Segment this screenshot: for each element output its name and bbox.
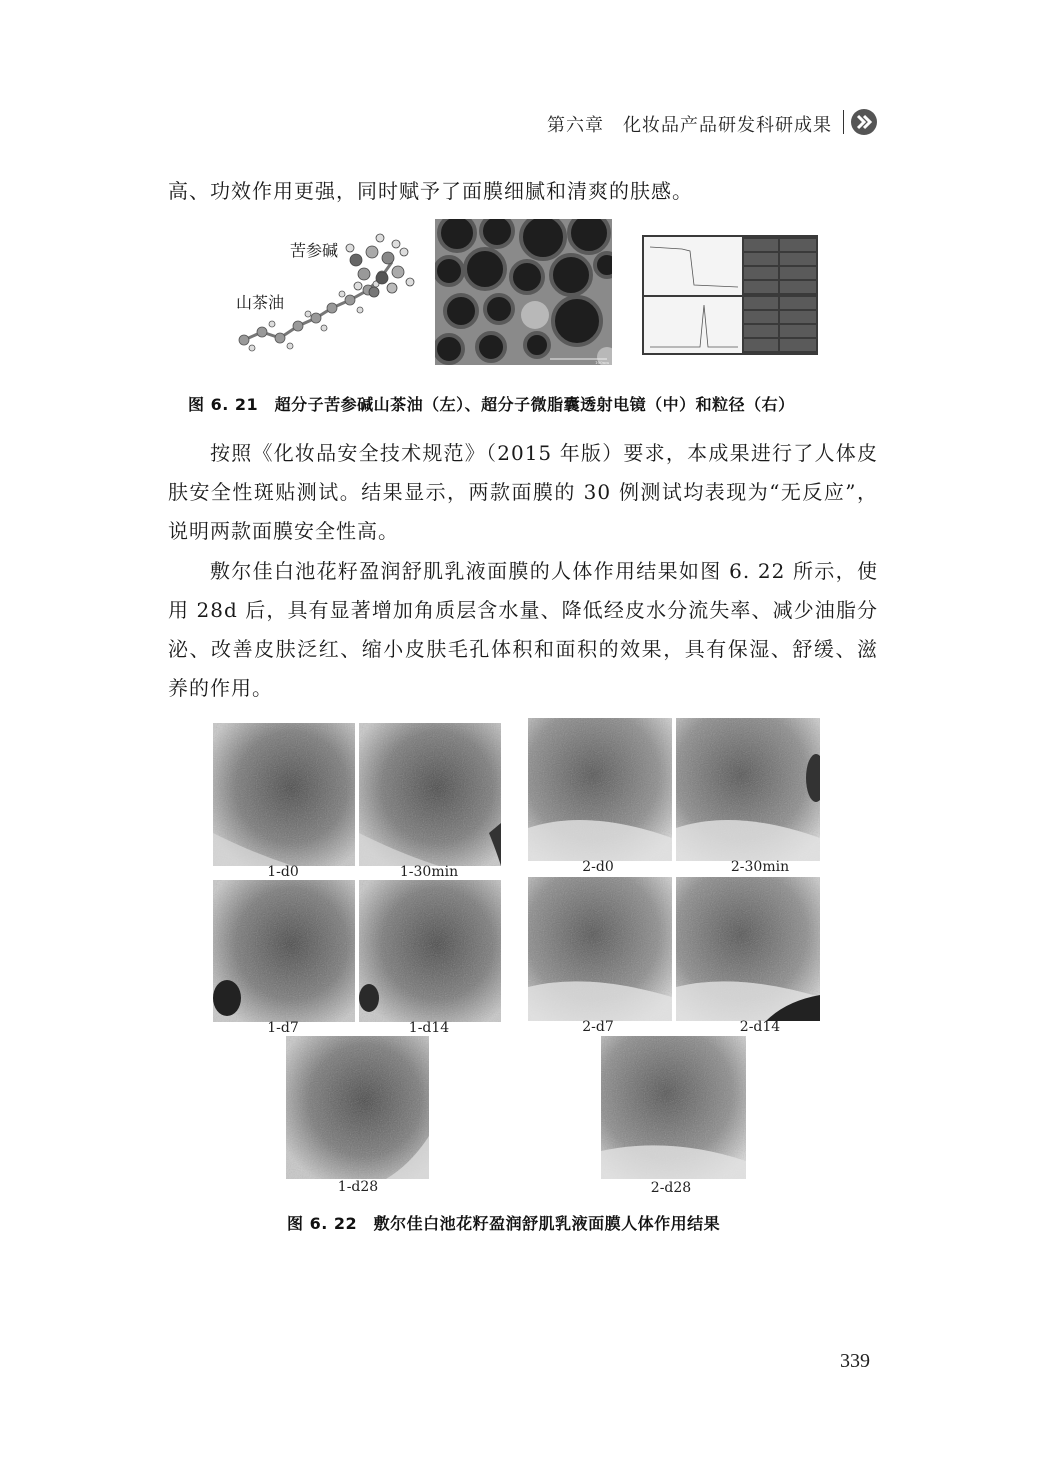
skin-image-1-d7 xyxy=(213,880,355,1022)
figure-6-22-caption: 图 6. 22 敷尔佳白池花籽盈润舒肌乳液面膜人体作用结果 xyxy=(287,1214,721,1233)
molecule-model-graphic xyxy=(232,222,422,362)
molecule-figure xyxy=(232,222,422,362)
skin-image-1-30min xyxy=(359,723,501,866)
paragraph-intro: 高、功效作用更强，同时赋予了面膜细腻和清爽的肤感。 xyxy=(168,179,693,203)
label-2-d28: 2-d28 xyxy=(650,1180,692,1196)
label-2-30min: 2-30min xyxy=(730,859,790,875)
double-chevron-right-icon xyxy=(850,108,878,136)
skin-image-2-d28 xyxy=(601,1036,746,1179)
header-divider xyxy=(843,110,844,134)
paragraph-efficacy: 敷尔佳白池花籽盈润舒肌乳液面膜的人体作用结果如图 6. 22 所示，使用 28d 后，具有显著增加角质层含水量、降低经皮水分流失率、减少油脂分泌、改善皮肤泛红、缩小皮肤毛孔体积和面积的效果，具有保湿、舒缓、滋养的作用。 xyxy=(168,559,878,700)
tem-micrograph xyxy=(435,219,612,365)
label-1-30min: 1-30min xyxy=(399,864,459,880)
figure-6-21-caption: 图 6. 21 超分子苦参碱山茶油（左）、超分子微脂囊透射电镜（中）和粒径（右） xyxy=(188,395,795,414)
skin-image-2-30min xyxy=(676,718,820,861)
molecule-label-matrine: 苦参碱 xyxy=(290,241,339,260)
skin-image-2-d7 xyxy=(528,877,672,1021)
page-number: 339 xyxy=(840,1350,870,1372)
label-1-d14: 1-d14 xyxy=(408,1020,450,1036)
label-2-d7: 2-d7 xyxy=(582,1019,614,1035)
label-2-d0: 2-d0 xyxy=(582,859,614,875)
running-header xyxy=(547,108,890,138)
label-1-d7: 1-d7 xyxy=(267,1020,299,1036)
skin-image-1-d0 xyxy=(213,723,355,866)
label-2-d14: 2-d14 xyxy=(739,1019,781,1035)
skin-image-2-d0 xyxy=(528,718,672,861)
label-1-d28: 1-d28 xyxy=(337,1179,379,1195)
molecule-label-camellia-oil: 山茶油 xyxy=(236,293,285,312)
skin-image-2-d14 xyxy=(676,877,820,1021)
paragraph-patch-test: 按照《化妆品安全技术规范》（2015 年版）要求，本成果进行了人体皮肤安全性斑贴测试。结果显示，两款面膜的 30 例测试均表现为“无反应”，说明两款面膜安全性高。 xyxy=(168,441,878,543)
skin-image-1-d28 xyxy=(286,1036,429,1179)
skin-image-1-d14 xyxy=(359,880,501,1022)
label-1-d0: 1-d0 xyxy=(267,864,299,880)
particle-size-chart xyxy=(642,235,818,355)
chapter-title: 第六章 化妆品产品研发科研成果 xyxy=(547,115,832,136)
tem-scale-label: 100nm xyxy=(595,360,610,365)
